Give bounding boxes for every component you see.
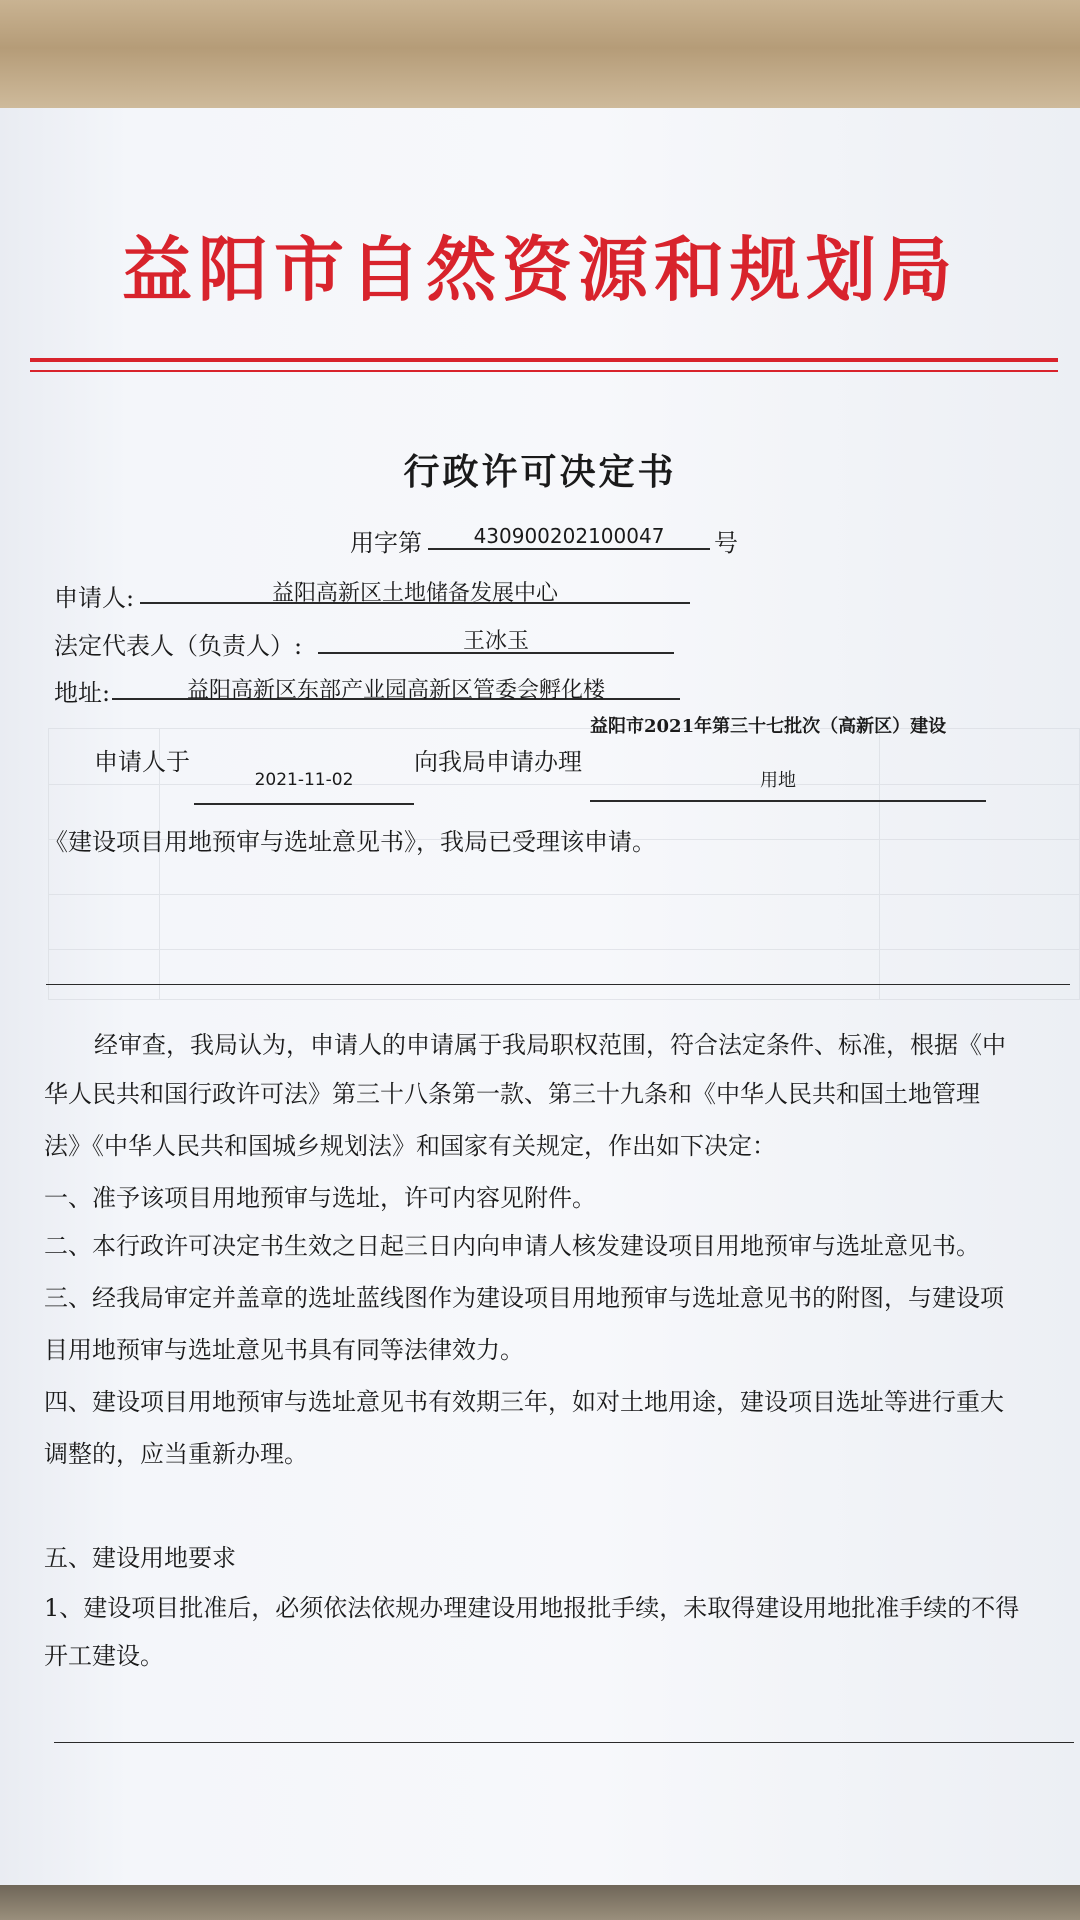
application-intro: 申请人于 [94, 748, 190, 776]
decision-item-5-1-line-2: 开工建设。 [44, 1642, 164, 1670]
review-line-1: 经审查，我局认为，申请人的申请属于我局职权范围，符合法定条件、标准，根据《中 [94, 1031, 1006, 1059]
decision-item-1: 一、准予该项目用地预审与选址，许可内容见附件。 [44, 1184, 596, 1212]
permit-number: 430900202100047 [473, 524, 665, 548]
decision-item-4-line-2: 调整的，应当重新办理。 [44, 1440, 308, 1468]
desk-background-top [0, 0, 1080, 120]
permit-number-underline [428, 548, 710, 550]
letterhead-rule-thick [30, 358, 1058, 362]
decision-item-5-1-line-1: 1、建设项目批准后，必须依法依规办理建设用地报批手续，未取得建设用地批准手续的不得 [44, 1594, 1020, 1622]
permit-prefix: 用字第 [350, 529, 422, 557]
address-value: 益阳高新区东部产业园高新区管委会孵化楼 [186, 678, 605, 703]
legal-rep-label: 法定代表人（负责人）: [54, 632, 303, 660]
decision-item-3-line-2: 目用地预审与选址意见书具有同等法律效力。 [44, 1336, 524, 1364]
section-separator-bottom [54, 1742, 1074, 1743]
application-middle: 向我局申请办理 [414, 748, 582, 776]
project-name-underline [590, 800, 986, 802]
applicant-label: 申请人: [54, 584, 135, 612]
application-date: 2021-11-02 [254, 770, 354, 790]
decision-item-5-title: 五、建设用地要求 [44, 1544, 236, 1572]
decision-item-2: 二、本行政许可决定书生效之日起三日内向申请人核发建设项目用地预审与选址意见书。 [44, 1232, 980, 1260]
desk-background-bottom [0, 1885, 1080, 1920]
section-separator-top [46, 984, 1070, 985]
project-name-line2: 用地 [760, 770, 796, 791]
letterhead-rule-thin [30, 370, 1058, 372]
organization-name: 益阳市自然资源和规划局 [122, 229, 958, 311]
decision-item-3-line-1: 三、经我局审定并盖章的选址蓝线图作为建设项目用地预审与选址意见书的附图，与建设项 [44, 1284, 1004, 1312]
application-closing: 《建设项目用地预审与选址意见书》，我局已受理该申请。 [44, 828, 656, 856]
address-label: 地址: [54, 679, 111, 707]
document-title: 行政许可决定书 [403, 451, 677, 493]
applicant-value: 益阳高新区土地储备发展中心 [271, 581, 558, 606]
legal-rep-value: 王冰玉 [462, 629, 529, 654]
decision-item-4-line-1: 四、建设项目用地预审与选址意见书有效期三年，如对土地用途，建设项目选址等进行重大 [44, 1388, 1004, 1416]
permit-suffix: 号 [714, 529, 738, 557]
review-line-2: 华人民共和国行政许可法》第三十八条第一款、第三十九条和《中华人民共和国土地管理 [44, 1080, 980, 1108]
project-name-line1: 益阳市2021年第三十七批次（高新区）建设 [590, 716, 947, 737]
review-line-3: 法》《中华人民共和国城乡规划法》和国家有关规定，作出如下决定： [44, 1132, 776, 1160]
application-date-underline [194, 803, 414, 805]
